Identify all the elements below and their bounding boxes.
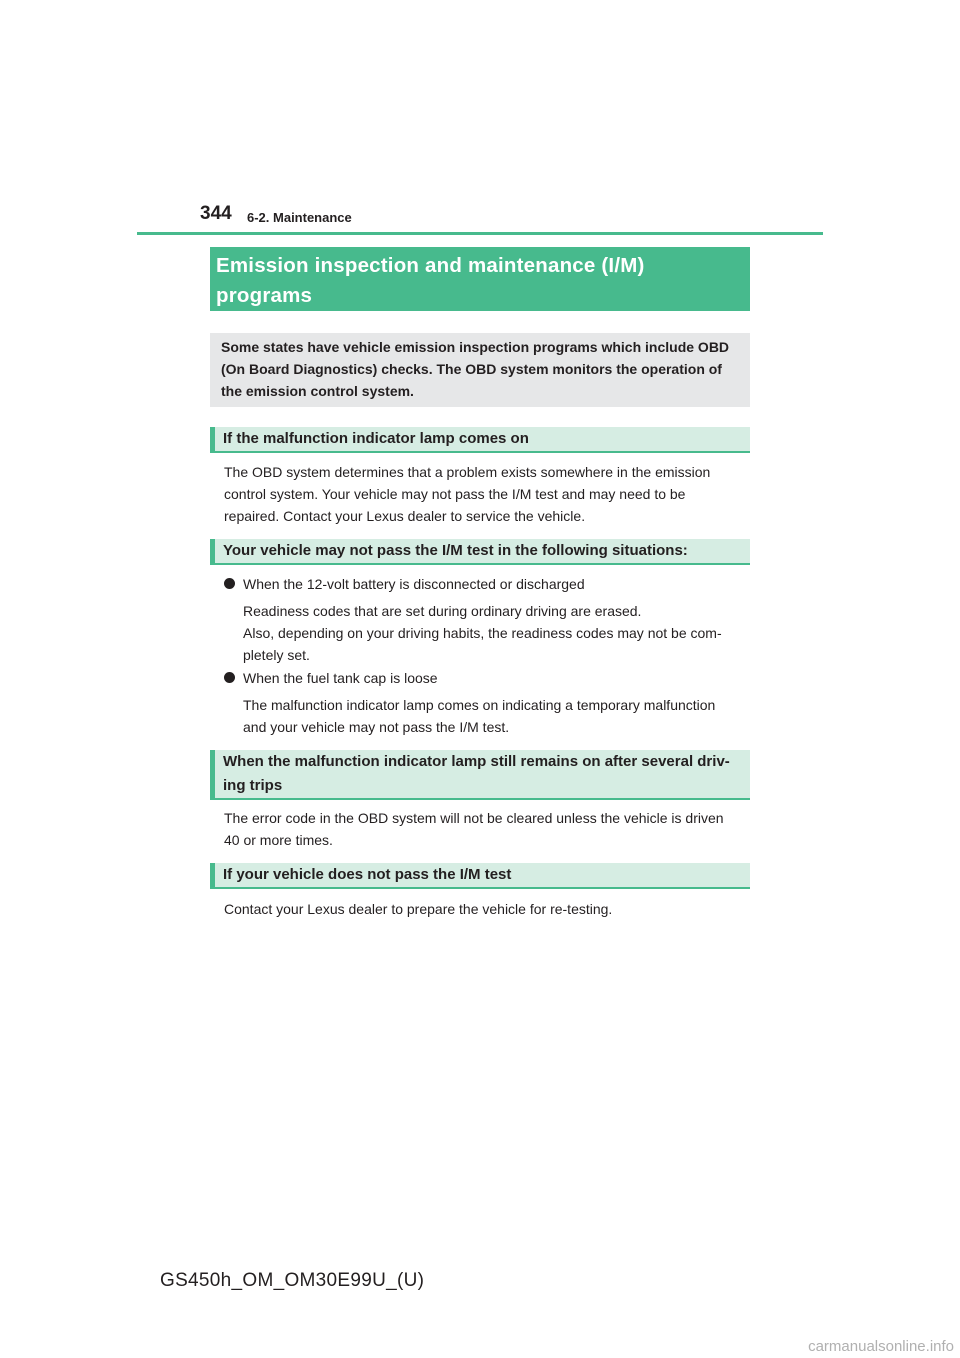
intro-text: [221, 336, 739, 402]
bullet-dot-icon: [224, 578, 235, 589]
bullet-fuel-cap-label: When the fuel tank cap is loose: [243, 670, 438, 686]
footer-code: GS450h_OM_OM30E99U_(U): [160, 1270, 425, 1291]
battery-line-2: Also, depending on your driving habits, the readiness codes may not be com-: [243, 625, 722, 641]
malfunction-lamp-line-2: control system. Your vehicle may not pass the I/M test and may need to be: [224, 486, 686, 502]
malfunction-lamp-line-1: The OBD system determines that a problem exists somewhere in the emission: [224, 464, 711, 480]
bullet-fuel-cap-text: [243, 694, 746, 738]
still-remains-heading-line-2: ing trips: [223, 777, 283, 794]
title-bar: [210, 247, 750, 311]
intro-line-2: (On Board Diagnostics) checks. The OBD system monitors the operation of: [221, 361, 722, 377]
bullet-battery-label: When the 12-volt battery is disconnected or discharged: [243, 576, 585, 592]
bullet-battery-text: [243, 600, 746, 666]
page-title: [216, 251, 744, 311]
fuel-cap-line-2: and your vehicle may not pass the I/M test.: [243, 719, 510, 735]
still-remains-heading-line-1: When the malfunction indicator lamp still remains on after several driv-: [223, 753, 730, 770]
still-remains-line-1: The error code in the OBD system will not be cleared unless the vehicle is driven: [224, 810, 724, 826]
subhead-still-remains: [210, 750, 750, 800]
page-number: 344: [200, 203, 232, 224]
intro-line-3: the emission control system.: [221, 383, 414, 399]
subhead-malfunction-lamp: If the malfunction indicator lamp comes on: [210, 427, 750, 453]
watermark: carmanualsonline.info: [808, 1338, 954, 1355]
header-rule: [137, 232, 823, 235]
title-line-2: programs: [216, 284, 313, 307]
battery-line-1: Readiness codes that are set during ordinary driving are erased.: [243, 603, 642, 619]
subhead-may-not-pass: Your vehicle may not pass the I/M test in the following situations:: [210, 539, 750, 565]
section-label: 6-2. Maintenance: [247, 210, 352, 225]
still-remains-line-2: 40 or more times.: [224, 832, 333, 848]
still-remains-text: [224, 807, 746, 851]
intro-box: [210, 333, 750, 407]
subhead-not-pass: If your vehicle does not pass the I/M test: [210, 863, 750, 889]
title-line-1: Emission inspection and maintenance (I/M): [216, 254, 645, 277]
not-pass-line-1: Contact your Lexus dealer to prepare the vehicle for re-testing.: [224, 901, 613, 917]
battery-line-3: pletely set.: [243, 647, 310, 663]
malfunction-lamp-line-3: repaired. Contact your Lexus dealer to service the vehicle.: [224, 508, 586, 524]
not-pass-text: [224, 898, 746, 920]
intro-line-1: Some states have vehicle emission inspection programs which include OBD: [221, 339, 730, 355]
malfunction-lamp-text: [224, 461, 746, 527]
bullet-dot-icon: [224, 672, 235, 683]
fuel-cap-line-1: The malfunction indicator lamp comes on indicating a temporary malfunction: [243, 697, 716, 713]
